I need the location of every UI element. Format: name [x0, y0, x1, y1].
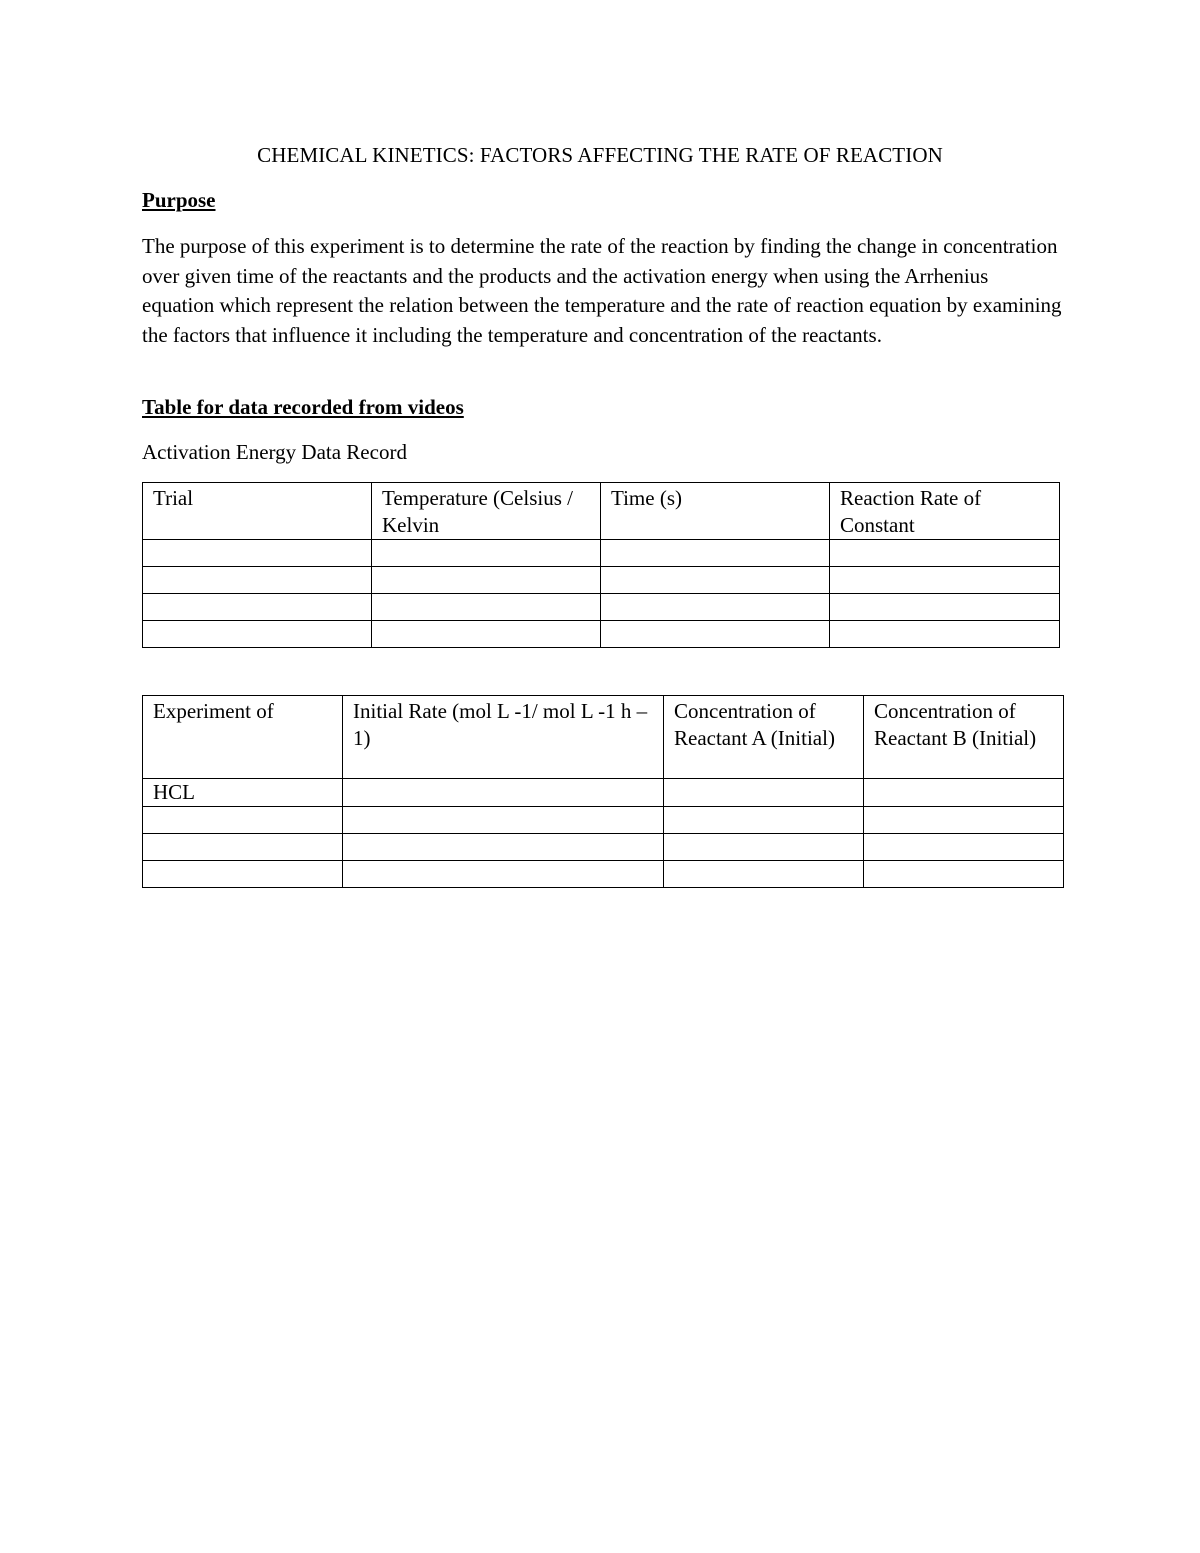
header-cell: Reaction Rate of Constant	[830, 483, 1060, 540]
header-cell: Trial	[143, 483, 372, 540]
table-cell	[830, 540, 1060, 567]
table-cell	[864, 807, 1064, 834]
table-row	[143, 594, 1060, 621]
table-cell	[343, 834, 664, 861]
table-cell	[143, 861, 343, 888]
table-cell	[830, 621, 1060, 648]
table-header-row	[143, 696, 1064, 779]
table-row	[143, 779, 1064, 807]
table-cell	[601, 540, 830, 567]
table-cell	[830, 594, 1060, 621]
table-cell	[343, 861, 664, 888]
table-cell	[143, 540, 372, 567]
table-cell	[664, 861, 864, 888]
table-row	[143, 861, 1064, 888]
table-cell	[664, 807, 864, 834]
table-row	[143, 567, 1060, 594]
table-cell	[372, 567, 601, 594]
table-cell	[143, 807, 343, 834]
table-cell	[601, 567, 830, 594]
table-cell	[601, 594, 830, 621]
header-cell: Concentration of Reactant A (Initial)	[664, 696, 864, 779]
table-cell	[664, 834, 864, 861]
table-header-row	[143, 483, 1060, 540]
header-cell: Time (s)	[601, 483, 830, 540]
table-cell	[143, 621, 372, 648]
initial-rate-table	[142, 695, 1064, 888]
table-cell	[664, 779, 864, 807]
table-cell	[143, 594, 372, 621]
table-cell: HCL	[143, 779, 343, 807]
table-cell	[372, 540, 601, 567]
table-row	[143, 834, 1064, 861]
header-cell: Temperature (Celsius / Kelvin	[372, 483, 601, 540]
page-title: CHEMICAL KINETICS: FACTORS AFFECTING THE RATE OF REACTION	[257, 143, 943, 167]
table-cell	[372, 621, 601, 648]
table-cell	[143, 567, 372, 594]
table-cell	[864, 861, 1064, 888]
table-row	[143, 540, 1060, 567]
table-cell	[830, 567, 1060, 594]
activation-energy-label: Activation Energy Data Record	[142, 440, 407, 464]
header-cell: Initial Rate (mol L -1/ mol L -1 h – 1)	[343, 696, 664, 779]
table-cell	[343, 779, 664, 807]
table-cell	[343, 807, 664, 834]
table-cell	[864, 834, 1064, 861]
header-cell: Concentration of Reactant B (Initial)	[864, 696, 1064, 779]
activation-energy-table	[142, 482, 1060, 648]
table-cell	[372, 594, 601, 621]
table-cell	[601, 621, 830, 648]
table-row	[143, 621, 1060, 648]
table-cell	[864, 779, 1064, 807]
table-row	[143, 807, 1064, 834]
purpose-paragraph: The purpose of this experiment is to determine the rate of the reaction by finding the change in concentration over given time of the reactants and the products and the activation energy when using the Arrhenius equation which represent the relation between the temperature and the rate of reaction equation by examining the factors that influence it including the temperature and concentration of the reactants.	[142, 234, 1062, 347]
purpose-heading: Purpose	[142, 188, 216, 212]
table-cell	[143, 834, 343, 861]
header-cell: Experiment of	[143, 696, 343, 779]
table-section-heading: Table for data recorded from videos	[142, 395, 464, 419]
